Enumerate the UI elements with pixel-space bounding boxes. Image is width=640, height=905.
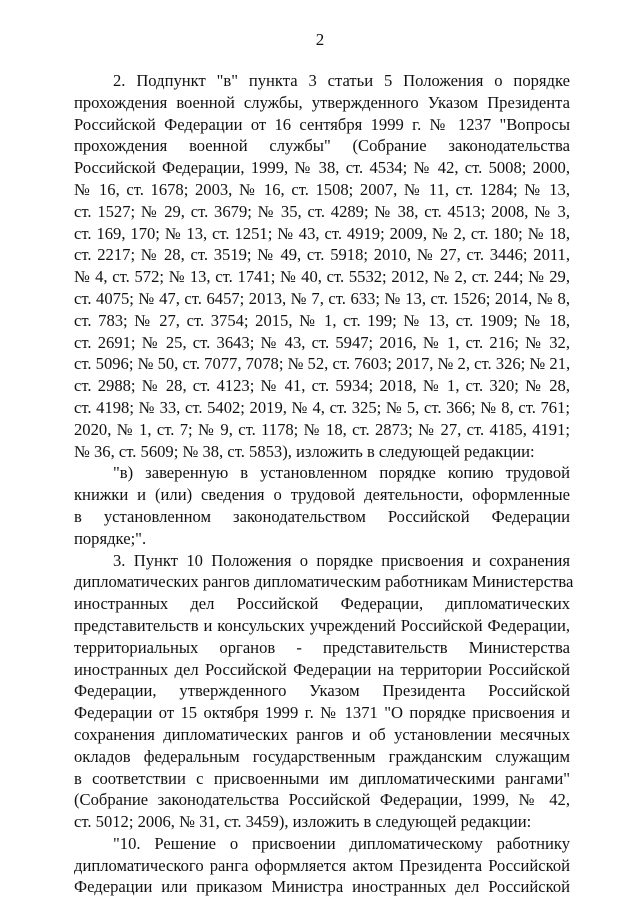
text-line: окладов федеральным государственным гражданским служащим xyxy=(74,746,570,766)
text-line: территориальных органов - представительств Министерства xyxy=(74,637,570,657)
text-line: ст. 2988; № 28, ст. 4123; № 41, ст. 5934; 2018, № 1, ст. 320; № 28, xyxy=(74,376,570,396)
text-line: сохранения дипломатических рангов и об установлении месячных xyxy=(74,724,570,744)
text-line: ст. 5096; № 50, ст. 7077, 7078; № 52, ст. 7603; 2017, № 2, ст. 326; № 21, xyxy=(74,354,571,374)
text-line: иностранных дел Российской Федерации, дипломатических xyxy=(74,594,570,614)
text-line: 2. Подпункт "в" пункта 3 статьи 5 Положения о порядке xyxy=(113,71,570,90)
text-line: 3. Пункт 10 Положения о порядке присвоения и сохранения xyxy=(113,550,570,570)
page-number: 2 xyxy=(315,30,325,49)
text-line: книжки и (или) сведения о трудовой деятельности, оформленные xyxy=(74,485,570,505)
text-line: иностранных дел Российской Федерации на территории Российской xyxy=(74,659,570,679)
text-line: в соответствии с присвоенными им дипломатическими рангами" xyxy=(74,768,570,788)
text-line: прохождения военной службы" (Собрание законодательства xyxy=(74,136,570,156)
text-line: ст. 4198; № 33, ст. 5402; 2019, № 4, ст. 325; № 5, ст. 366; № 8, ст. 761; xyxy=(74,397,570,417)
text-line: ст. 2217; № 28, ст. 3519; № 49, ст. 5918; 2010, № 27, ст. 3446; 2011, xyxy=(74,245,570,265)
text-line: дипломатических рангов дипломатическим работникам Министерства xyxy=(74,572,574,592)
text-line: Федерации от 15 октября 1999 г. № 1371 "О порядке присвоения и xyxy=(74,703,570,723)
text-line: № 4, ст. 572; № 13, ст. 1741; № 40, ст. 5532; 2012, № 2, ст. 244; № 29, xyxy=(74,267,570,287)
text-line: Федерации или приказом Министра иностранных дел Российской xyxy=(74,877,570,897)
paragraph-item-2 xyxy=(74,70,570,462)
quoted-subparagraph-v xyxy=(74,462,570,549)
text-line: Российской Федерации, 1999, № 38, ст. 4534; № 42, ст. 5008; 2000, xyxy=(74,158,570,178)
text-line: (Собрание законодательства Российской Федерации, 1999, № 42, xyxy=(74,790,570,810)
paragraph-item-3 xyxy=(74,550,574,833)
text-line: ст. 5012; 2006, № 31, ст. 3459), изложить в следующей редакции: xyxy=(74,812,532,832)
text-line: "10. Решение о присвоении дипломатическому работнику xyxy=(113,833,570,853)
text-line: в установленном законодательством Российской Федерации xyxy=(74,506,570,526)
text-line: "в) заверенную в установленном порядке копию трудовой xyxy=(113,463,570,483)
text-line: ст. 2691; № 25, ст. 3643; № 43, ст. 5947; 2016, № 1, ст. 216; № 32, xyxy=(74,332,570,352)
text-line: № 36, ст. 5609; № 38, ст. 5853), изложить в следующей редакции: xyxy=(74,441,535,461)
text-line: № 16, ст. 1678; 2003, № 16, ст. 1508; 2007, № 11, ст. 1284; № 13, xyxy=(74,179,570,199)
document-body xyxy=(74,70,574,898)
quoted-point-10 xyxy=(74,833,570,898)
text-line: дипломатического ранга оформляется актом Президента Российской xyxy=(74,855,570,875)
text-line: ст. 169, 170; № 13, ст. 1251; № 43, ст. 4919; 2009, № 2, ст. 180; № 18, xyxy=(74,223,570,243)
text-line: Российской Федерации от 16 сентября 1999 г. № 1237 "Вопросы xyxy=(74,114,570,134)
text-line: ст. 4075; № 47, ст. 6457; 2013, № 7, ст. 633; № 13, ст. 1526; 2014, № 8, xyxy=(74,288,570,308)
text-line: ст. 783; № 27, ст. 3754; 2015, № 1, ст. 199; № 13, ст. 1909; № 18, xyxy=(74,310,570,330)
text-line: представительств и консульских учреждений Российской Федерации, xyxy=(74,615,570,635)
text-line: прохождения военной службы, утвержденного Указом Президента xyxy=(74,92,570,112)
text-line: ст. 1527; № 29, ст. 3679; № 35, ст. 4289; № 38, ст. 4513; 2008, № 3, xyxy=(74,201,570,221)
text-line: порядке;". xyxy=(74,528,147,548)
text-line: 2020, № 1, ст. 7; № 9, ст. 1178; № 18, ст. 2873; № 27, ст. 4185, 4191; xyxy=(74,419,570,439)
text-line: Федерации, утвержденного Указом Президента Российской xyxy=(74,681,570,701)
